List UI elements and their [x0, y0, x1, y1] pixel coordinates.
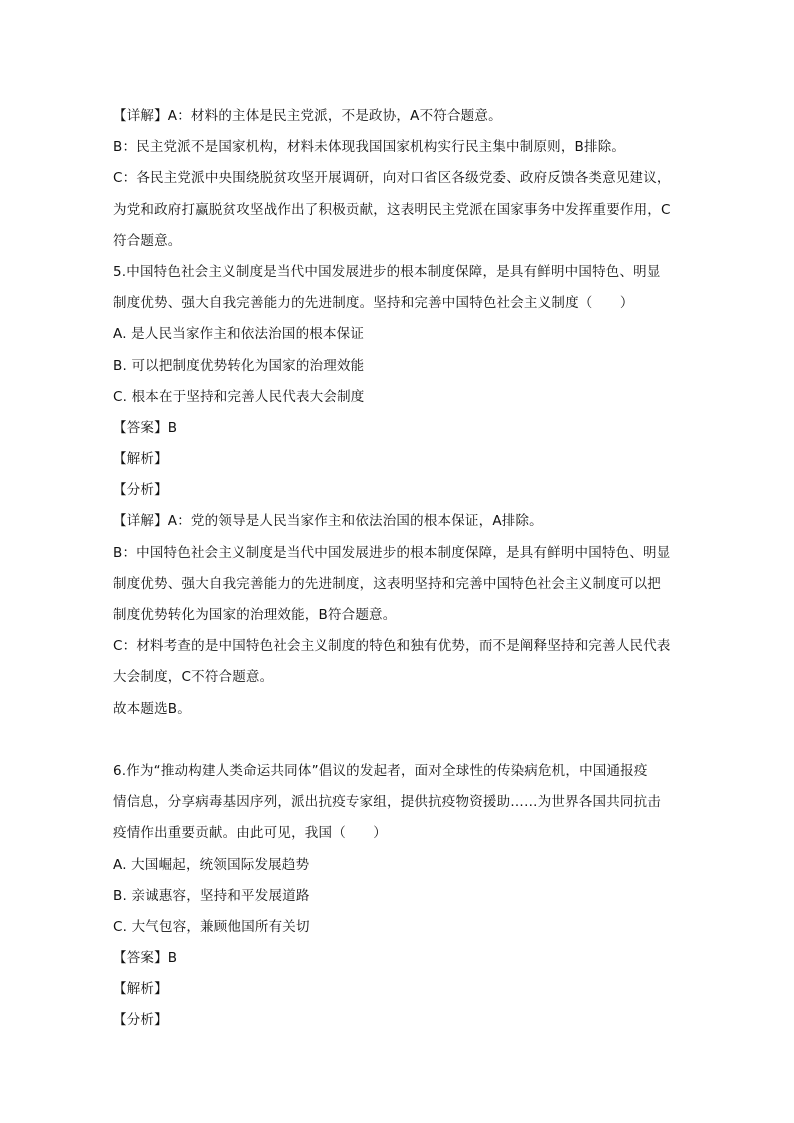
question-6-stem: 6.作为“推动构建人类命运共同体”倡议的发起者，面对全球性的传染病危机，中国通报疫: [113, 762, 648, 779]
explanation-line: B：民主党派不是国家机构，材料未体现我国国家机构实行民主集中制原则，B排除。: [113, 139, 626, 156]
question-5-explanation: C：材料考查的是中国特色社会主义制度的特色和独有优势，而不是阐释坚持和完善人民代表: [113, 638, 671, 655]
question-5-conclusion: 故本题选B。: [113, 700, 191, 717]
question-6-option-b: B. 亲诚惠容，坚持和平发展道路: [113, 887, 310, 904]
question-5-stem: 制度优势、强大自我完善能力的先进制度。坚持和完善中国特色社会主义制度（ ）: [113, 295, 634, 312]
explanation-line: 为党和政府打赢脱贫攻坚战作出了积极贡献，这表明民主党派在国家事务中发挥重要作用，C: [113, 201, 671, 218]
question-5-answer: 【答案】B: [113, 419, 178, 436]
question-5-explanation: 大会制度，C不符合题意。: [113, 669, 274, 686]
question-5-option-a: A. 是人民当家作主和依法治国的根本保证: [113, 326, 365, 343]
question-6-breakdown-heading: 【分析】: [113, 1012, 168, 1029]
question-5-explanation: 制度优势、强大自我完善能力的先进制度，这表明坚持和完善中国特色社会主义制度可以把: [113, 575, 661, 592]
question-5-option-b: B. 可以把制度优势转化为国家的治理效能: [113, 357, 365, 374]
question-5-explanation: 制度优势转化为国家的治理效能，B符合题意。: [113, 607, 397, 623]
question-6-option-a: A. 大国崛起，统领国际发展趋势: [113, 856, 310, 873]
question-5-breakdown-heading: 【分析】: [113, 482, 168, 499]
question-6-answer: 【答案】B: [113, 950, 178, 967]
question-6-stem: 情信息，分享病毒基因序列，派出抗疫专家组，提供抗疫物资援助……为世界各国共同抗击: [113, 794, 661, 811]
question-5-explanation: B：中国特色社会主义制度是当代中国发展进步的根本制度保障，是具有鲜明中国特色、明显: [113, 544, 671, 561]
explanation-line: 符合题意。: [113, 232, 182, 249]
question-5-explanation: 【详解】A：党的领导是人民当家作主和依法治国的根本保证，A排除。: [113, 513, 543, 530]
document-body: [113, 101, 685, 1037]
question-5-analysis-heading: 【解析】: [113, 451, 168, 468]
question-6-option-c: C. 大气包容，兼顾他国所有关切: [113, 918, 310, 935]
question-6-analysis-heading: 【解析】: [113, 981, 168, 998]
question-5-stem: 5.中国特色社会主义制度是当代中国发展进步的根本制度保障，是具有鲜明中国特色、明显: [113, 263, 661, 280]
blank-spacer: [113, 725, 685, 756]
explanation-line: C：各民主党派中央围绕脱贫攻坚开展调研，向对口省区各级党委、政府反馈各类意见建议，: [113, 170, 671, 187]
question-5-option-c: C. 根本在于坚持和完善人民代表大会制度: [113, 388, 365, 405]
question-6-stem: 疫情作出重要贡献。由此可见，我国（ ）: [113, 825, 387, 842]
explanation-line: 【详解】A：材料的主体是民主党派，不是政协，A不符合题意。: [113, 108, 502, 124]
